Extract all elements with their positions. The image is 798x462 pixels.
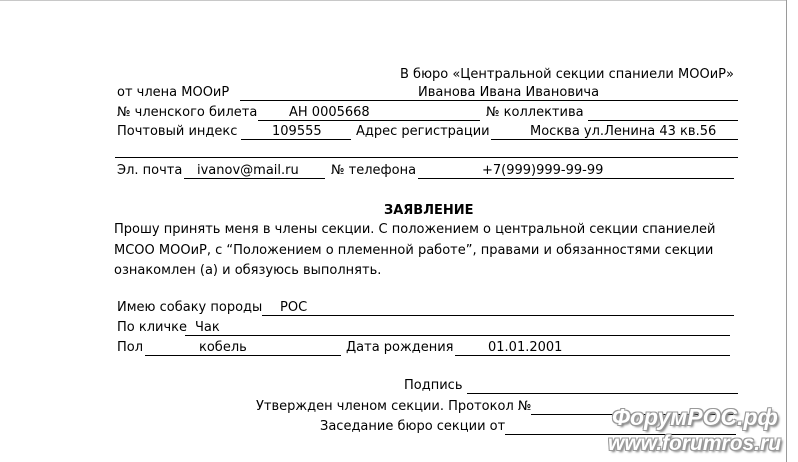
addressee-text: В бюро «Центральной секции спаниели МООиР» (400, 67, 734, 82)
statement-title: ЗАЯВЛЕНИЕ (384, 203, 474, 218)
dog-name-label: По кличке (117, 320, 188, 335)
collective-label: № коллектива (486, 105, 584, 120)
collective-line (588, 120, 738, 121)
address-label: Адрес регистрации (356, 124, 490, 139)
ticket-label: № членского билета (117, 105, 258, 120)
email-label: Эл. почта (117, 163, 183, 178)
birth-value: 01.01.2001 (488, 340, 563, 355)
page-top-border (0, 0, 786, 1)
postal-label: Почтовый индекс (117, 124, 238, 139)
signature-line (467, 393, 738, 394)
dog-name-value: Чак (195, 320, 220, 335)
member-label: от члена МООиР (117, 85, 230, 100)
statement-line-2: МСОО МООиР, с “Положением о племенной работе”, правами и обязанностями секции (114, 243, 714, 258)
statement-line-1: Прошу принять меня в члены секции. С положением о центральной секции спаниелей (114, 222, 716, 237)
sex-value: кобель (199, 340, 247, 355)
address-continuation-line (115, 157, 738, 158)
approved-label: Утвержден членом секции. Протокол № (256, 399, 532, 414)
signature-label: Подпись (404, 378, 463, 393)
phone-label: № телефона (331, 163, 417, 178)
ticket-value: АН 0005668 (289, 105, 370, 120)
breed-label: Имею собаку породы (117, 300, 263, 315)
sex-label: Пол (117, 340, 144, 355)
page-right-border (786, 0, 787, 462)
statement-line-3: ознакомлен (а) и обязуюсь выполнять. (114, 263, 382, 278)
phone-value: +7(999)999-99-99 (482, 163, 604, 178)
member-value: Иванова Ивана Ивановича (418, 85, 600, 100)
breed-value: РОС (280, 300, 308, 315)
address-value: Москва ул.Ленина 43 кв.56 (530, 124, 717, 139)
postal-value: 109555 (272, 124, 322, 139)
meeting-label: Заседание бюро секции от (320, 419, 506, 434)
dog-name-line (185, 335, 730, 336)
watermark-url: www.forumros.ru (608, 432, 782, 455)
email-value: ivanov@mail.ru (197, 163, 299, 178)
birth-label: Дата рождения (346, 340, 454, 355)
watermark-domain: ФорумРОС.рф (612, 404, 778, 430)
breed-line (262, 315, 734, 316)
